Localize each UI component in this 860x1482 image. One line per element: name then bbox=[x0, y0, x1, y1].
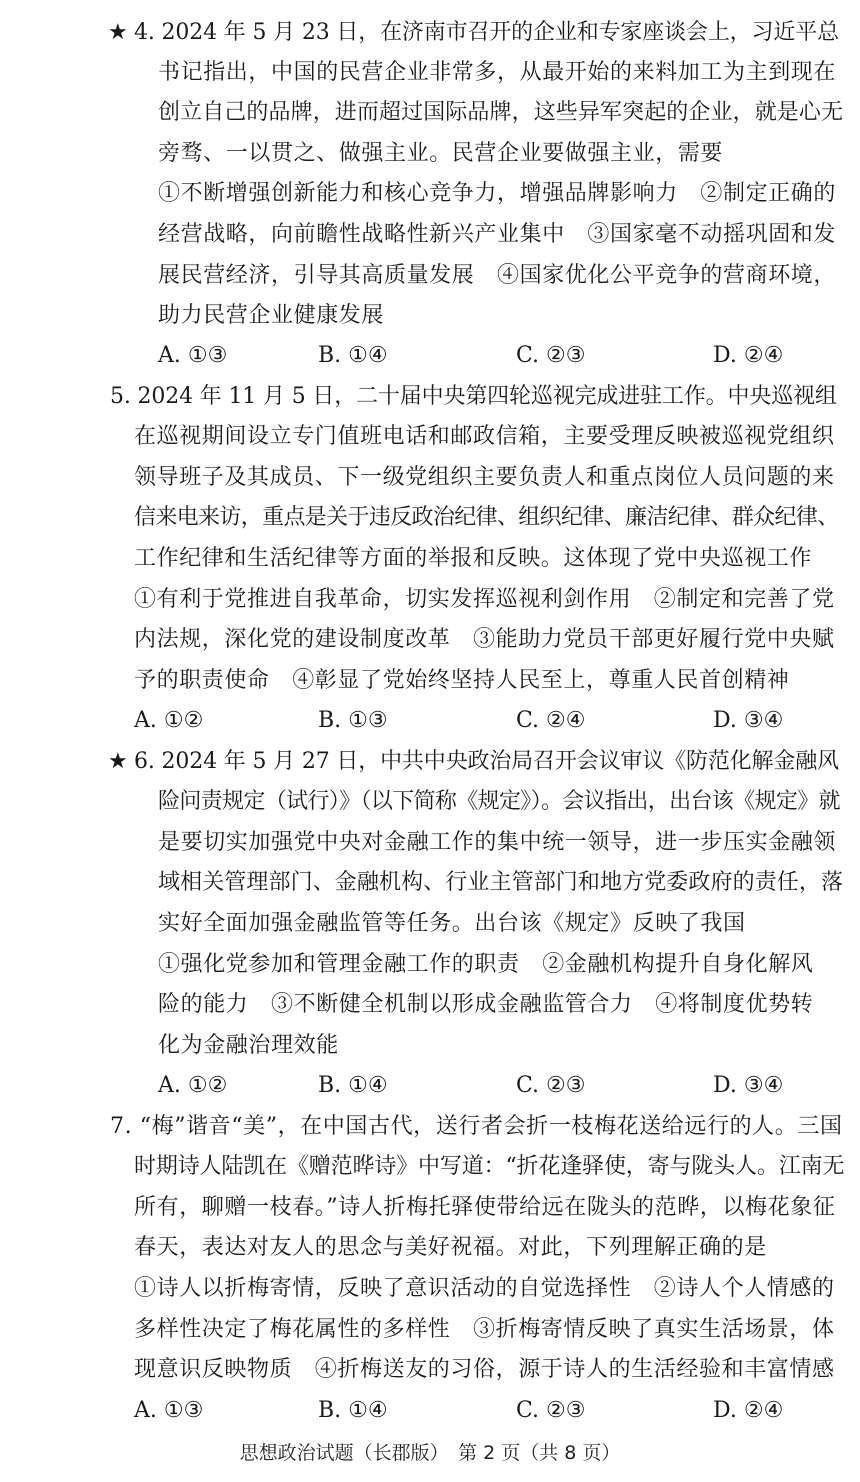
option-b: B. ①④ bbox=[318, 1073, 388, 1098]
question-text-line: 创立自己的品牌，进而超过国际品牌，这些异军突起的企业，就是心无 bbox=[158, 100, 844, 125]
option-d: D. ②④ bbox=[713, 1398, 784, 1423]
question-text-line: 予的职责使命 ④彰显了党始终坚持人民至上，尊重人民首创精神 bbox=[134, 668, 790, 693]
question-text-line: 化为金融治理效能 bbox=[158, 1033, 339, 1058]
option-a: A. ①② bbox=[158, 1073, 228, 1098]
question-text-line: 实好全面加强金融监管等任务。出台该《规定》反映了我国 bbox=[158, 911, 746, 936]
question-text-line: 春天，表达对友人的思念与美好祝福。对此，下列理解正确的是 bbox=[134, 1235, 767, 1260]
option-a: A. ①③ bbox=[158, 343, 228, 368]
question-text-line: 4. 2024 年 5 月 23 日，在济南市召开的企业和专家座谈会上，习近平总 bbox=[134, 20, 839, 45]
star-mark: ★ bbox=[108, 20, 128, 45]
option-c: C. ②③ bbox=[516, 1073, 586, 1098]
question-text-line: 工作纪律和生活纪律等方面的举报和反映。这体现了党中央巡视工作 bbox=[134, 546, 813, 571]
option-c: C. ②③ bbox=[516, 1398, 586, 1423]
question-text-line: 险的能力 ③不断健全机制以形成金融监管合力 ④将制度优势转 bbox=[158, 992, 814, 1017]
option-b: B. ①④ bbox=[318, 343, 388, 368]
question-text-line: ①强化党参加和管理金融工作的职责 ②金融机构提升自身化解风 bbox=[158, 952, 814, 977]
question-text-line: 在巡视期间设立专门值班电话和邮政信箱，主要受理反映被巡视党组织 bbox=[134, 424, 835, 449]
question-text-line: 经营战略，向前瞻性战略性新兴产业集中 ③国家毫不动摇巩固和发 bbox=[158, 222, 837, 247]
question-text-line: 5. 2024 年 11 月 5 日，二十届中央第四轮巡视完成进驻工作。中央巡视组 bbox=[110, 384, 837, 409]
question-text-line: 是要切实加强党中央对金融工作的集中统一领导，进一步压实金融领 bbox=[158, 830, 837, 855]
option-c: C. ②④ bbox=[516, 708, 586, 733]
question-text-line: 助力民营企业健康发展 bbox=[158, 303, 385, 328]
question-text-line: 多样性决定了梅花属性的多样性 ③折梅寄情反映了真实生活场景，体 bbox=[134, 1317, 835, 1342]
question-text-line: 7. “梅”谐音“美”，在中国古代，送行者会折一枝梅花送给远行的人。三国 bbox=[110, 1114, 843, 1139]
question-text-line: 现意识反映物质 ④折梅送友的习俗，源于诗人的生活经验和丰富情感 bbox=[134, 1357, 835, 1382]
question-text-line: 险问责规定（试行）》（以下简称《规定》）。会议指出，出台该《规定》就 bbox=[158, 789, 840, 814]
question-text-line: 书记指出，中国的民营企业非常多，从最开始的来料加工为主到现在 bbox=[158, 60, 837, 85]
page-footer: 思想政治试题（长郡版） 第 2 页（共 8 页） bbox=[239, 1442, 621, 1464]
question-text-line: ①有利于党推进自我革命，切实发挥巡视利剑作用 ②制定和完善了党 bbox=[134, 587, 835, 612]
option-d: D. ②④ bbox=[713, 343, 784, 368]
question-text-line: 内法规，深化党的建设制度改革 ③能助力党员干部更好履行党中央赋 bbox=[134, 627, 835, 652]
option-b: B. ①④ bbox=[318, 1398, 388, 1423]
option-d: D. ③④ bbox=[713, 708, 784, 733]
question-text-line: ①诗人以折梅寄情，反映了意识活动的自觉选择性 ②诗人个人情感的 bbox=[134, 1276, 835, 1301]
question-text-line: 域相关管理部门、金融机构、行业主管部门和地方党委政府的责任，落 bbox=[158, 870, 844, 895]
question-text-line: 所有，聊赠一枝春。”诗人折梅托驿使带给远在陇头的范晔，以梅花象征 bbox=[134, 1195, 836, 1220]
question-text-line: 旁骛、一以贯之、做强主业。民营企业要做强主业，需要 bbox=[158, 141, 724, 166]
question-text-line: 6. 2024 年 5 月 27 日，中共中央政治局召开会议审议《防范化解金融风 bbox=[134, 749, 839, 774]
question-text-line: 时期诗人陆凯在《赠范晔诗》中写道：“折花逢驿使，寄与陇头人。江南无 bbox=[134, 1154, 845, 1179]
option-a: A. ①② bbox=[134, 708, 204, 733]
option-c: C. ②③ bbox=[516, 343, 586, 368]
question-text-line: 领导班子及其成员、下一级党组织主要负责人和重点岗位人员问题的来 bbox=[134, 465, 835, 490]
option-a: A. ①③ bbox=[134, 1398, 204, 1423]
question-text-line: ①不断增强创新能力和核心竞争力，增强品牌影响力 ②制定正确的 bbox=[158, 181, 837, 206]
option-d: D. ③④ bbox=[713, 1073, 784, 1098]
question-text-line: 展民营经济，引导其高质量发展 ④国家优化公平竞争的营商环境， bbox=[158, 263, 837, 288]
option-b: B. ①③ bbox=[318, 708, 388, 733]
star-mark: ★ bbox=[108, 749, 128, 774]
question-text-line: 信来电来访，重点是关于违反政治纪律、组织纪律、廉洁纪律、群众纪律、 bbox=[134, 505, 839, 530]
